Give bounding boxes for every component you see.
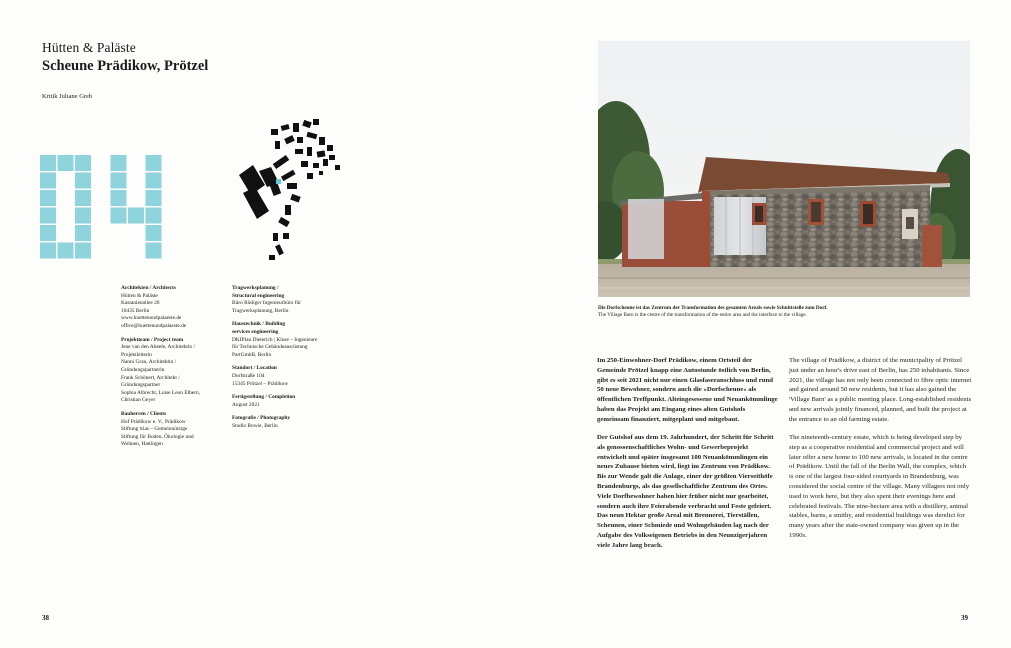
credit-heading: Fertigstellung / Completion bbox=[232, 394, 296, 401]
credit-line: für Technische Gebäudeausrüstung bbox=[232, 344, 308, 351]
number-pixel bbox=[111, 155, 127, 171]
credit-heading: Projektteam / Project team bbox=[121, 336, 184, 343]
body-text-german bbox=[597, 356, 779, 559]
credit-heading: Fotografie / Photography bbox=[232, 415, 291, 422]
paragraph: The nineteenth-century estate, which is being developed step by step as a cooperative residential and commercial project and will later offer a new home to 100 new arrivals, is located in the centre of Prädikow. Until the fall of the Berlin Wall, the complex, which is one of the largest four-sided courtyards in Brandenburg, was considered the social centre of the village. Many villagers not only used to work here, but they also spent their evenings here and celebrated festivals. The nine-hectare area with a distillery, animal stables, barns, a smithy, and residential buildings was derelict for many years after the state-owned company was given up in the 1990s. bbox=[789, 434, 970, 540]
barn-photo bbox=[598, 41, 970, 297]
credit-line: Wohnen, Hattingen bbox=[121, 441, 163, 448]
credit-line: Stiftung für Boden, Ökologie und bbox=[121, 433, 194, 440]
credit-line: Stiftung trias – Gemeinnützige bbox=[121, 426, 188, 433]
number-pixel bbox=[146, 173, 162, 189]
body-text-english bbox=[789, 356, 972, 549]
number-pixel bbox=[40, 208, 56, 224]
number-pixel bbox=[146, 190, 162, 206]
credit-line: Gründungspartner bbox=[121, 382, 161, 389]
credit-line: Kastanienallee 26 bbox=[121, 300, 160, 307]
critic-byline: Kritik Juliane Greb bbox=[42, 93, 93, 100]
credit-heading: Haustechnik / Building bbox=[232, 321, 286, 328]
credit-line: DKIPlan Dieterich | Klose – Ingenieure bbox=[232, 336, 318, 343]
credit-heading: services engineering bbox=[232, 328, 279, 335]
credit-line: Jene van den Abeele, Architektin / bbox=[121, 344, 195, 351]
number-pixel bbox=[40, 155, 56, 171]
number-pixel bbox=[128, 208, 144, 224]
credits-left bbox=[121, 285, 229, 455]
credit-block bbox=[232, 321, 352, 359]
credit-block bbox=[232, 365, 352, 388]
photo-caption bbox=[598, 305, 970, 319]
page-number-right: 39 bbox=[961, 614, 968, 622]
number-pixel bbox=[75, 225, 91, 241]
credit-line: 15345 Prötzel – Prädikow bbox=[232, 380, 289, 387]
credit-heading: Structural engineering bbox=[232, 292, 285, 299]
project-title: Scheune Prädikow, Prötzel bbox=[42, 58, 209, 74]
site-plan-icon bbox=[225, 115, 355, 265]
credit-line: PartGmbB, Berlin bbox=[232, 351, 272, 358]
credit-line: Hof Prädikow e. V., Prädikow bbox=[121, 418, 186, 425]
credit-heading: Architekten / Architects bbox=[121, 285, 176, 291]
credit-line: Projektleiterin bbox=[121, 351, 152, 358]
credit-line: Studio Bowie, Berlin bbox=[232, 422, 278, 429]
credits-right bbox=[232, 285, 352, 437]
credit-line: Sophia Albrecht, Luise Leon Elbern, bbox=[121, 389, 201, 396]
number-pixel bbox=[146, 208, 162, 224]
series-title: Hütten & Paläste bbox=[42, 40, 136, 55]
credit-line: Dorfstraße 104 bbox=[232, 372, 265, 379]
credit-heading: Bauherren / Clients bbox=[121, 410, 167, 417]
number-pixel bbox=[111, 190, 127, 206]
number-pixel bbox=[111, 208, 127, 224]
number-pixel bbox=[40, 243, 56, 259]
number-pixel bbox=[75, 208, 91, 224]
paragraph: Der Gutshof aus dem 19. Jahrhundert, der Schritt für Schritt als genossenschaftliches Wohn- und Gewerbeprojekt entwickelt und später insgesamt 100 Neuankömmlingen ein neues Zuhause bieten wird, liegt im Zentrum von Prädikow. Bis zur Wende galt die Anlage, einer der größten Vierseithöfe Brandenburgs, als das gesellschaftliche Zentrum des Ortes. Viele Dorfbewohner haben hier früher nicht nur gearbeitet, sondern auch ihre Feierabende verbracht und Feste gefeiert. Das neun Hektar große Areal mit Brennerei, Tierställen, Scheunen, einer Schmiede und Wohngebäuden lag nach der Aufgabe des Volkseigenen Betriebs in den Neunzigerjahren viele Jahre lang brach. bbox=[597, 434, 774, 549]
paragraph: The village of Prädikow, a district of the municipality of Prötzel just under an hour's drive east of Berlin, has 250 inhabitants. Since 2021, the village has not only been connected to fibre optic internet and gained around 50 new residents, but it has also gained the 'Village Barn' as a public meeting place. Long-established residents and new arrivals jointly financed, planned, and built the project at the entrance to an old farming estate. bbox=[789, 357, 972, 423]
number-pixel bbox=[58, 243, 74, 259]
credit-block bbox=[232, 415, 352, 430]
credit-line: office@huettenundpalaeste.de bbox=[121, 322, 187, 329]
credit-line: August 2021 bbox=[232, 401, 260, 408]
credit-line: Büro Rüdiger Ingenieurbüro für bbox=[232, 300, 302, 307]
number-pixel bbox=[75, 243, 91, 259]
credit-block bbox=[121, 337, 229, 405]
credit-line: 10435 Berlin bbox=[121, 307, 150, 314]
credit-line: Nanni Grau, Architektin / bbox=[121, 359, 177, 366]
credit-line: Tragwerksplanung, Berlin bbox=[232, 307, 289, 314]
project-number bbox=[40, 155, 190, 259]
page-number-left: 38 bbox=[42, 614, 49, 622]
number-pixel bbox=[58, 155, 74, 171]
credit-block bbox=[232, 285, 352, 315]
number-pixel bbox=[146, 243, 162, 259]
paragraph: Im 250-Einwohner-Dorf Prädikow, einem Ortsteil der Gemeinde Prötzel knapp eine Autostunde östlich von Berlin, gibt es seit 2021 nicht nur einen Glasfaseranschluss und rund 50 neue Bewohner, sondern auch die »Dorfscheune« als öffentlichen Treffpunkt. Alteingesessene und Neuankömmlinge haben das Projekt am Eingang eines alten Gutshofs gemeinsam finanziert, mitgeplant und mitgebaut. bbox=[597, 357, 778, 423]
caption-english: The Village Barn is the centre of the transformation of the entire area and the interface to the village. bbox=[598, 312, 807, 319]
credit-block bbox=[121, 285, 229, 331]
number-pixel bbox=[75, 155, 91, 171]
credit-block bbox=[232, 394, 352, 409]
number-pixel bbox=[146, 155, 162, 171]
credit-line: Hütten & Paläste bbox=[121, 292, 158, 299]
caption-german: Die Dorfscheune ist das Zentrum der Transformation des gesamten Areals sowie Schnittstelle zum Dorf. bbox=[598, 305, 828, 311]
number-pixel bbox=[75, 173, 91, 189]
credit-line: Christian Geyer bbox=[121, 397, 156, 404]
number-pixel bbox=[40, 190, 56, 206]
credit-line: Frank Schönert, Architekt / bbox=[121, 374, 180, 381]
number-pixel bbox=[40, 225, 56, 241]
number-pixel bbox=[111, 173, 127, 189]
credit-line: www.huettenundpalaeste.de bbox=[121, 315, 182, 322]
number-pixel bbox=[75, 190, 91, 206]
credit-heading: Standort / Location bbox=[232, 365, 277, 372]
number-pixel bbox=[146, 225, 162, 241]
credit-heading: Tragwerksplanung / bbox=[232, 285, 279, 291]
credit-block bbox=[121, 411, 229, 449]
number-pixel bbox=[40, 173, 56, 189]
credit-line: Gründungspartnerin bbox=[121, 366, 165, 373]
